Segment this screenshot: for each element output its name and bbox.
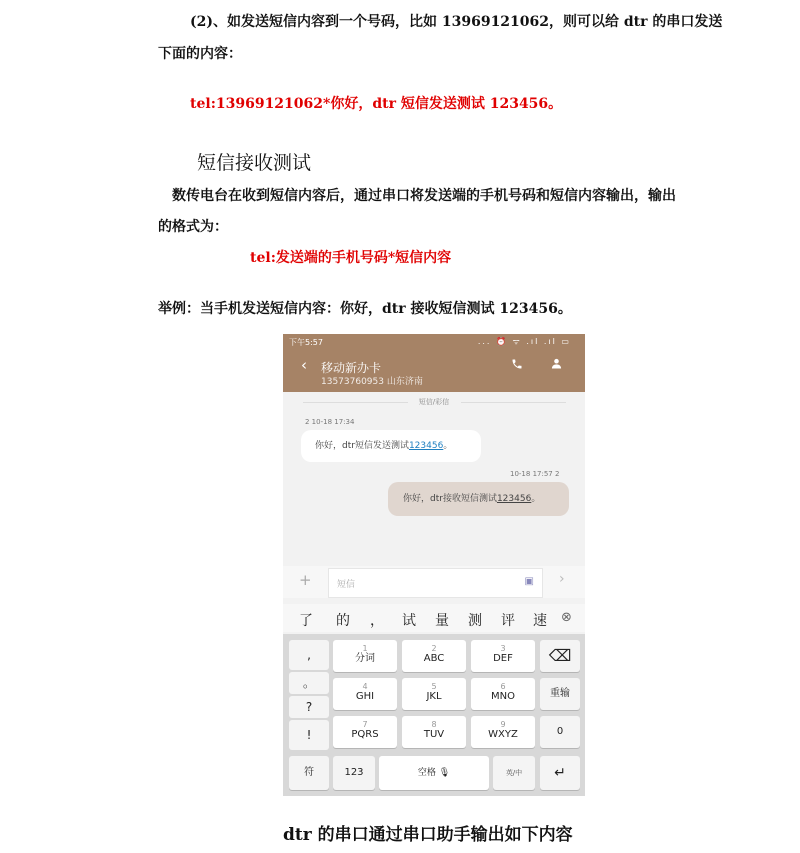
conversation-header [283, 334, 585, 392]
punct-key-comma[interactable]: , [289, 640, 329, 670]
punct-key-question[interactable]: ? [289, 696, 329, 718]
sim-icon[interactable]: ▣ [524, 576, 534, 587]
contact-person-icon[interactable] [551, 358, 562, 372]
msg2-link[interactable]: 123456 [496, 494, 532, 504]
candidate-2[interactable]: ， [370, 613, 384, 629]
para2-line1: 数传电台在收到短信内容后，通过串口将发送端的手机号码和短信内容输出，输出 [172, 188, 676, 204]
space-key[interactable]: 空格 🎙 [379, 756, 489, 790]
example-command: tel:13969121062*你好，dtr 短信发送测试 123456。 [190, 96, 563, 112]
attach-plus-icon[interactable]: + [299, 571, 312, 589]
sms-mms-divider: 短信/彩信 [418, 398, 450, 406]
backspace-icon[interactable]: ⌫ [540, 640, 580, 672]
reinput-key[interactable]: 重输 [540, 678, 580, 710]
sent-message-bubble[interactable] [388, 482, 569, 516]
msg1-end: 。 [443, 441, 453, 451]
figure-caption: dtr 的串口通过串口助手输出如下内容 [283, 825, 573, 845]
example-line: 举例：当手机发送短信内容：你好，dtr 接收短信测试 123456。 [158, 301, 572, 317]
msg2-time: 10-18 17:57 2 [510, 470, 560, 478]
msg1-text: 你好，dtr短信发送测试 [315, 441, 409, 451]
contact-name: 移动新办卡 [321, 361, 382, 375]
key-3[interactable]: 3 DEF [471, 640, 535, 672]
message-input[interactable] [328, 568, 543, 598]
msg1-link[interactable]: 123456 [408, 441, 444, 451]
msg2-text: 你好，dtr接收短信测试 [403, 494, 497, 504]
para2-line2: 的格式为： [158, 219, 228, 235]
back-icon[interactable]: ‹ [301, 356, 307, 374]
candidate-1[interactable]: 的 [336, 613, 350, 629]
key-0[interactable]: 0 [540, 716, 580, 748]
status-icons: ... ⏰ ᯤ .ıl .ıl ▭ [477, 337, 571, 346]
punct-key-exclaim[interactable]: ! [289, 720, 329, 750]
collapse-candidates-icon[interactable]: ⊗ [561, 610, 572, 625]
enter-icon[interactable]: ↵ [540, 756, 580, 790]
key-8[interactable]: 8 TUV [402, 716, 466, 748]
para1-line1: (2)、如发送短信内容到一个号码，比如 13969121062，则可以给 dtr 的串口发送 [190, 14, 723, 30]
punct-key-period[interactable]: 。 [289, 672, 329, 694]
section-heading: 短信接收测试 [197, 152, 312, 174]
key-1[interactable]: 1 分词 [333, 640, 397, 672]
output-format: tel:发送端的手机号码*短信内容 [250, 250, 452, 266]
key-6[interactable]: 6 MNO [471, 678, 535, 710]
message-input-placeholder: 短信 [337, 580, 356, 590]
key-7[interactable]: 7 PQRS [333, 716, 397, 748]
phone-call-icon[interactable] [511, 358, 523, 374]
candidate-7[interactable]: 速 [533, 613, 547, 629]
key-2[interactable]: 2 ABC [402, 640, 466, 672]
candidate-5[interactable]: 测 [468, 613, 482, 629]
phone-screenshot [283, 334, 585, 796]
key-4[interactable]: 4 GHI [333, 678, 397, 710]
num-123-key[interactable]: 123 [333, 756, 375, 790]
para1-line2: 下面的内容： [158, 46, 242, 62]
received-message-bubble[interactable] [301, 430, 481, 462]
contact-number: 13573760953 山东济南 [321, 377, 423, 387]
msg1-time: 2 10-18 17:34 [305, 418, 355, 426]
candidate-6[interactable]: 评 [501, 613, 515, 629]
candidate-4[interactable]: 量 [435, 613, 449, 629]
symbol-key[interactable]: 符 [289, 756, 329, 790]
candidate-0[interactable]: 了 [299, 613, 313, 629]
key-5[interactable]: 5 JKL [402, 678, 466, 710]
send-arrow-icon[interactable]: › [559, 571, 565, 587]
status-time: 下午5:57 [289, 338, 323, 347]
candidate-3[interactable]: 试 [402, 613, 416, 629]
key-9[interactable]: 9 WXYZ [471, 716, 535, 748]
t9-keyboard [283, 634, 585, 796]
lang-switch-key[interactable]: 英/中 [493, 756, 535, 790]
msg2-end: 。 [531, 494, 541, 504]
